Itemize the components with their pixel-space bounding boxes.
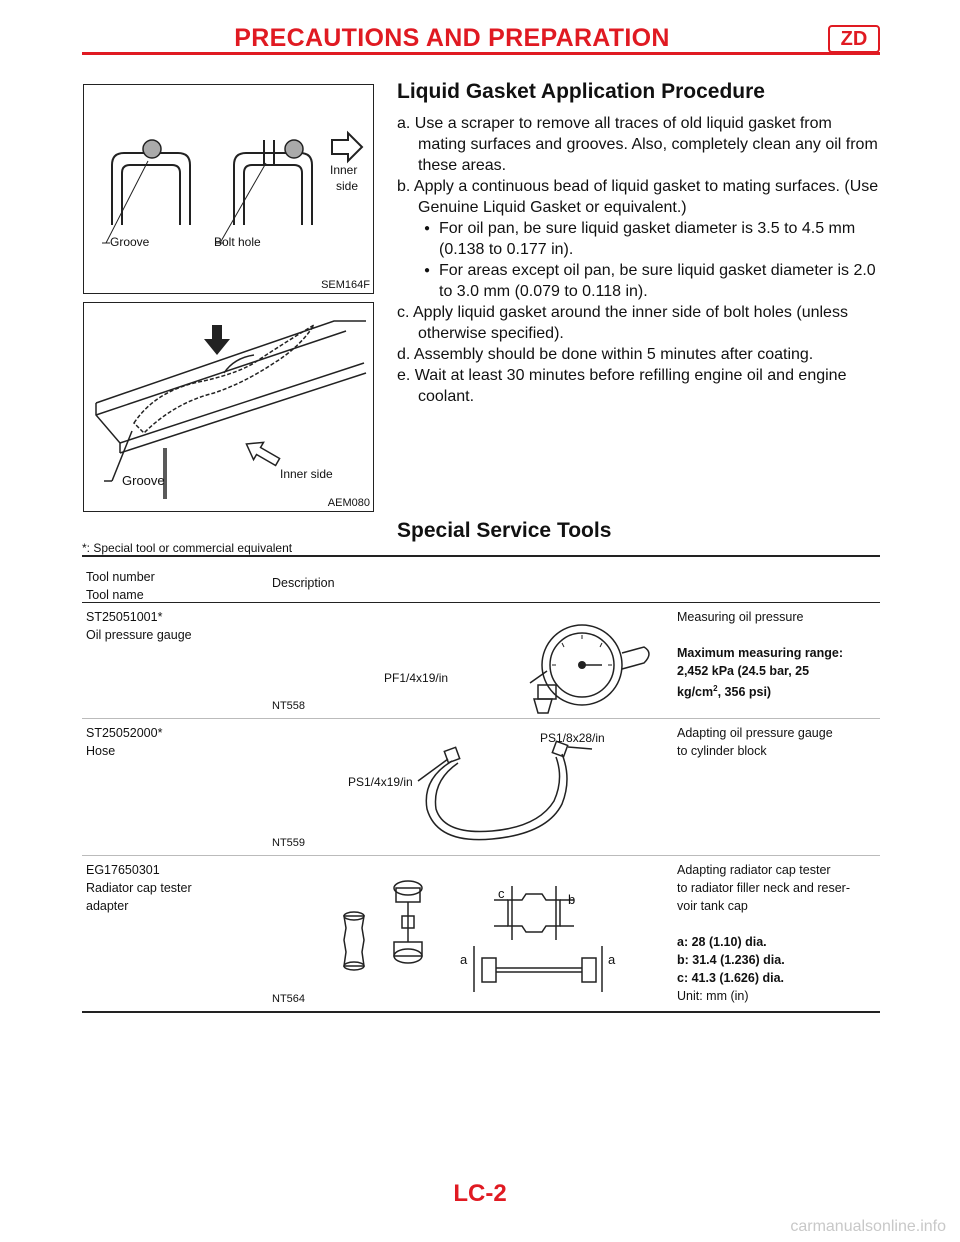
spec-value: 2,452 kPa (24.5 bar, 25 (677, 664, 810, 678)
figure-code: AEM080 (327, 497, 370, 509)
spec-unit-rest: , 356 psi) (717, 685, 772, 700)
header-badge: ZD (828, 25, 880, 53)
fitting-label-2: PS1/8x28/in (540, 731, 605, 745)
tool-number: EG17650301 (86, 863, 160, 877)
tool-description (677, 724, 877, 760)
spec-label: Maximum measuring range: (677, 646, 844, 660)
spec-unit-sup: 2 (713, 684, 718, 693)
header-rule (82, 52, 880, 55)
spec-a: a: 28 (1.10) dia. (677, 935, 767, 949)
step-b-bullet-1: ● For oil pan, be sure liquid gasket diameter is 3.5 to 4.5 mm (0.138 to 0.177 in). (397, 218, 880, 260)
figure-code: NT559 (272, 837, 306, 849)
figure-groove-bolt-hole (83, 84, 374, 294)
dim-label-a-right: a (608, 952, 616, 967)
tool-id (86, 724, 162, 760)
side-label: side (336, 179, 359, 193)
spec-unit (677, 680, 877, 701)
tool-figure (272, 719, 672, 855)
header-tool-number: Tool number (86, 570, 155, 584)
description-text: Measuring oil pressure (677, 610, 804, 624)
oil-pressure-gauge-illustration (272, 603, 672, 718)
header-tool-number-name (86, 568, 155, 604)
table-header (82, 557, 880, 603)
groove-bolt-hole-illustration (84, 85, 373, 293)
inner-label: Inner (330, 163, 358, 177)
hose-illustration (272, 719, 672, 855)
figure-liquid-gasket-bead (83, 302, 374, 512)
fitting-label-1: PS1/4x19/in (348, 775, 413, 789)
table-row (82, 719, 880, 856)
procedure-list (397, 113, 880, 407)
figure-code: NT558 (272, 700, 306, 712)
inner-side-label: Inner side (280, 467, 333, 481)
dim-label-b: b (568, 892, 576, 907)
figure-code: SEM164F (321, 279, 370, 291)
fitting-label: PF1/4x19/in (384, 671, 449, 685)
step-a: a. Use a scraper to remove all traces of old liquid gasket from mating surfaces and grooves. Also, completely clean any oil from these areas. (397, 115, 878, 174)
groove-label: Groove (122, 473, 165, 488)
tool-figure (272, 603, 672, 718)
tool-description (677, 608, 877, 701)
bolt-hole-label: Bolt hole (214, 235, 261, 249)
tool-name: Oil pressure gauge (86, 628, 192, 642)
section-title-liquid-gasket: Liquid Gasket Application Procedure (397, 80, 765, 103)
tool-id (86, 861, 192, 915)
sst-note: *: Special tool or commercial equivalent (82, 541, 293, 555)
header-title: PRECAUTIONS AND PREPARATION (234, 24, 670, 52)
tool-name: Hose (86, 744, 116, 758)
radiator-cap-adapter-illustration (272, 856, 672, 1011)
description-line-2: to radiator filler neck and reser- (677, 881, 850, 895)
table-row (82, 856, 880, 1011)
step-d: d. Assembly should be done within 5 minutes after coating. (397, 346, 814, 363)
tool-id (86, 608, 192, 644)
spec-c: c: 41.3 (1.626) dia. (677, 971, 785, 985)
tool-number: ST25052000* (86, 726, 163, 740)
tool-name-line-2: adapter (86, 899, 129, 913)
spec-b: b: 31.4 (1.236) dia. (677, 953, 785, 967)
dim-label-c: c (498, 886, 505, 901)
header-description: Description (272, 576, 335, 590)
description-line-1: Adapting radiator cap tester (677, 863, 831, 877)
tool-number: ST25051001* (86, 610, 163, 624)
groove-label: Groove (110, 235, 150, 249)
unit-note: Unit: mm (in) (677, 989, 749, 1003)
page-number: LC-2 (453, 1180, 507, 1207)
step-c: c. Apply liquid gasket around the inner side of bolt holes (unless otherwise specified). (397, 304, 848, 342)
tool-figure (272, 856, 672, 1011)
description-line-2: to cylinder block (677, 744, 767, 758)
watermark: carmanualsonline.info (790, 1218, 946, 1235)
description-line-3: voir tank cap (677, 899, 748, 913)
step-b-bullet-2: ● For areas except oil pan, be sure liquid gasket diameter is 2.0 to 3.0 mm (0.079 to 0.118 in). (397, 260, 880, 302)
dim-label-a-left: a (460, 952, 468, 967)
spec-unit-base: kg/cm (677, 685, 714, 700)
table-row (82, 603, 880, 719)
description-line-1: Adapting oil pressure gauge (677, 726, 833, 740)
tool-description (677, 861, 877, 1005)
page-header (82, 22, 880, 56)
tool-name-line-1: Radiator cap tester (86, 881, 192, 895)
section-title-special-service-tools: Special Service Tools (397, 519, 612, 542)
special-tools-table (82, 555, 880, 1013)
step-e: e. Wait at least 30 minutes before refilling engine oil and engine coolant. (397, 367, 847, 405)
header-tool-name: Tool name (86, 588, 144, 602)
figure-code: NT564 (272, 993, 306, 1005)
step-b: b. Apply a continuous bead of liquid gasket to mating surfaces. (Use Genuine Liquid Gasket or equivalent.) (397, 178, 879, 216)
